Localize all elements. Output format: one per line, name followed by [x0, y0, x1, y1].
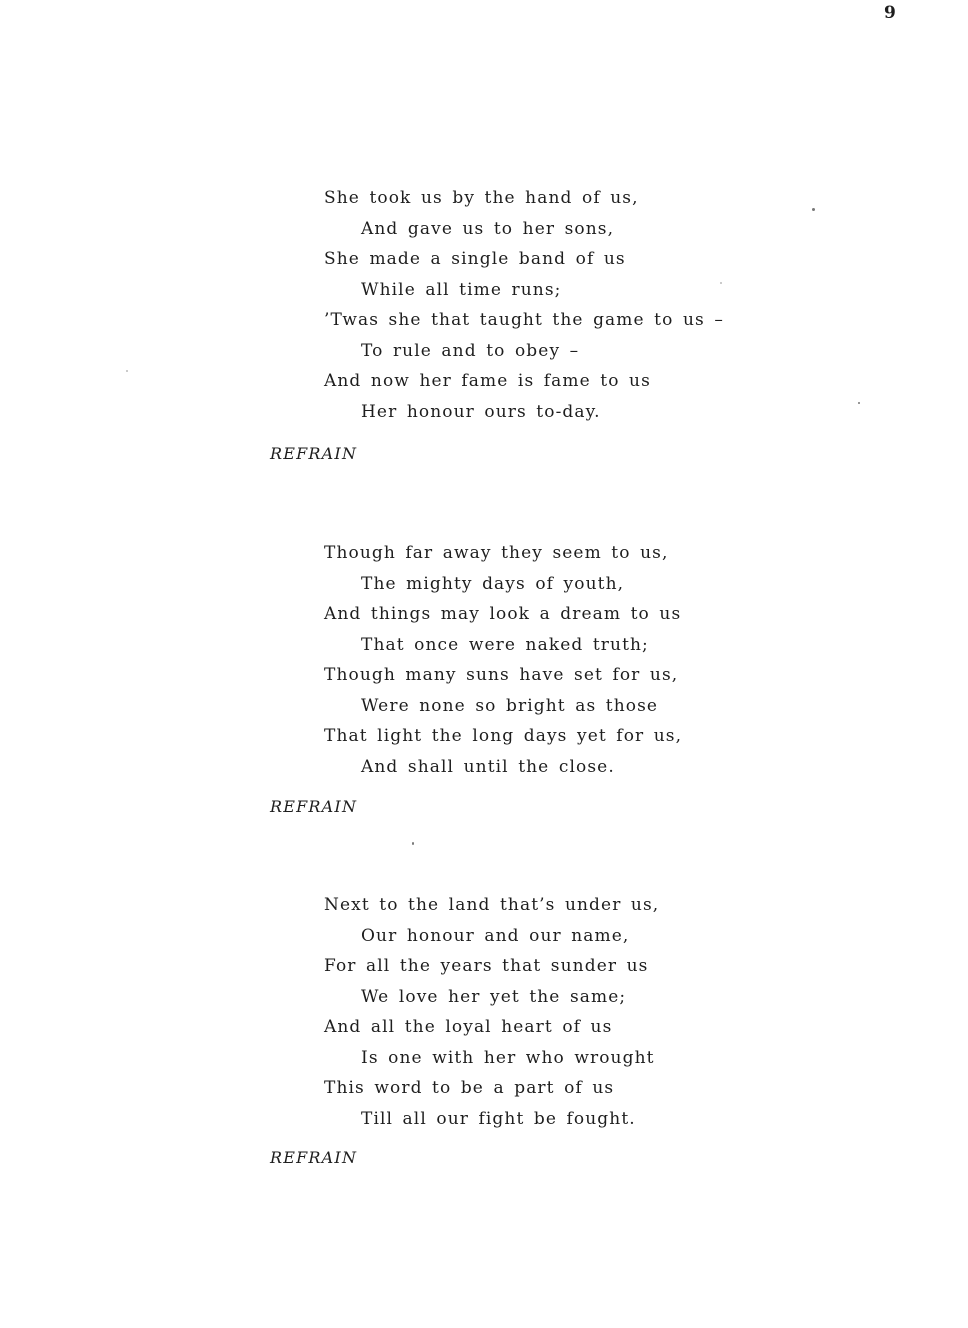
verse-line: And shall until the close.	[361, 756, 615, 777]
verse-line: And all the loyal heart of us	[324, 1017, 613, 1037]
verse-line: And now her fame is fame to us	[324, 371, 651, 391]
verse-line: We love her yet the same;	[361, 986, 627, 1007]
verse-line: And things may look a dream to us	[324, 604, 682, 624]
verse-line: That light the long days yet for us,	[324, 726, 683, 746]
refrain-label: REFRAIN	[270, 797, 358, 816]
verse-line: This word to be a part of us	[324, 1078, 615, 1098]
stanza-3	[324, 890, 659, 1134]
verse-line: Next to the land that’s under us,	[324, 895, 660, 915]
refrain-label: REFRAIN	[270, 444, 358, 463]
stanza-2	[324, 538, 682, 782]
verse-line: Our honour and our name,	[361, 925, 630, 946]
verse-line: ’Twas she that taught the game to us –	[324, 310, 724, 330]
refrain-label: REFRAIN	[270, 1148, 358, 1167]
verse-line: To rule and to obey –	[361, 340, 580, 361]
verse-line: That once were naked truth;	[361, 634, 649, 655]
stanza-1	[324, 183, 724, 427]
scan-speck	[412, 842, 414, 845]
verse-line: While all time runs;	[361, 279, 562, 300]
verse-line: And gave us to her sons,	[361, 218, 615, 239]
verse-line: Her honour ours to-day.	[361, 401, 601, 422]
verse-line: Is one with her who wrought	[361, 1047, 655, 1068]
verse-line: She took us by the hand of us,	[324, 188, 639, 208]
verse-line: Till all our fight be fought.	[361, 1108, 636, 1129]
verse-line: The mighty days of youth,	[361, 573, 625, 594]
scan-speck	[720, 282, 722, 284]
verse-line: For all the years that sunder us	[324, 956, 649, 976]
verse-line: Were none so bright as those	[361, 695, 659, 716]
scan-speck	[858, 402, 860, 404]
scan-speck	[812, 208, 815, 211]
verse-line: Though many suns have set for us,	[324, 665, 679, 685]
page-number: 9	[884, 3, 896, 23]
scan-speck	[126, 370, 128, 372]
verse-line: Though far away they seem to us,	[324, 543, 669, 563]
verse-line: She made a single band of us	[324, 249, 626, 269]
